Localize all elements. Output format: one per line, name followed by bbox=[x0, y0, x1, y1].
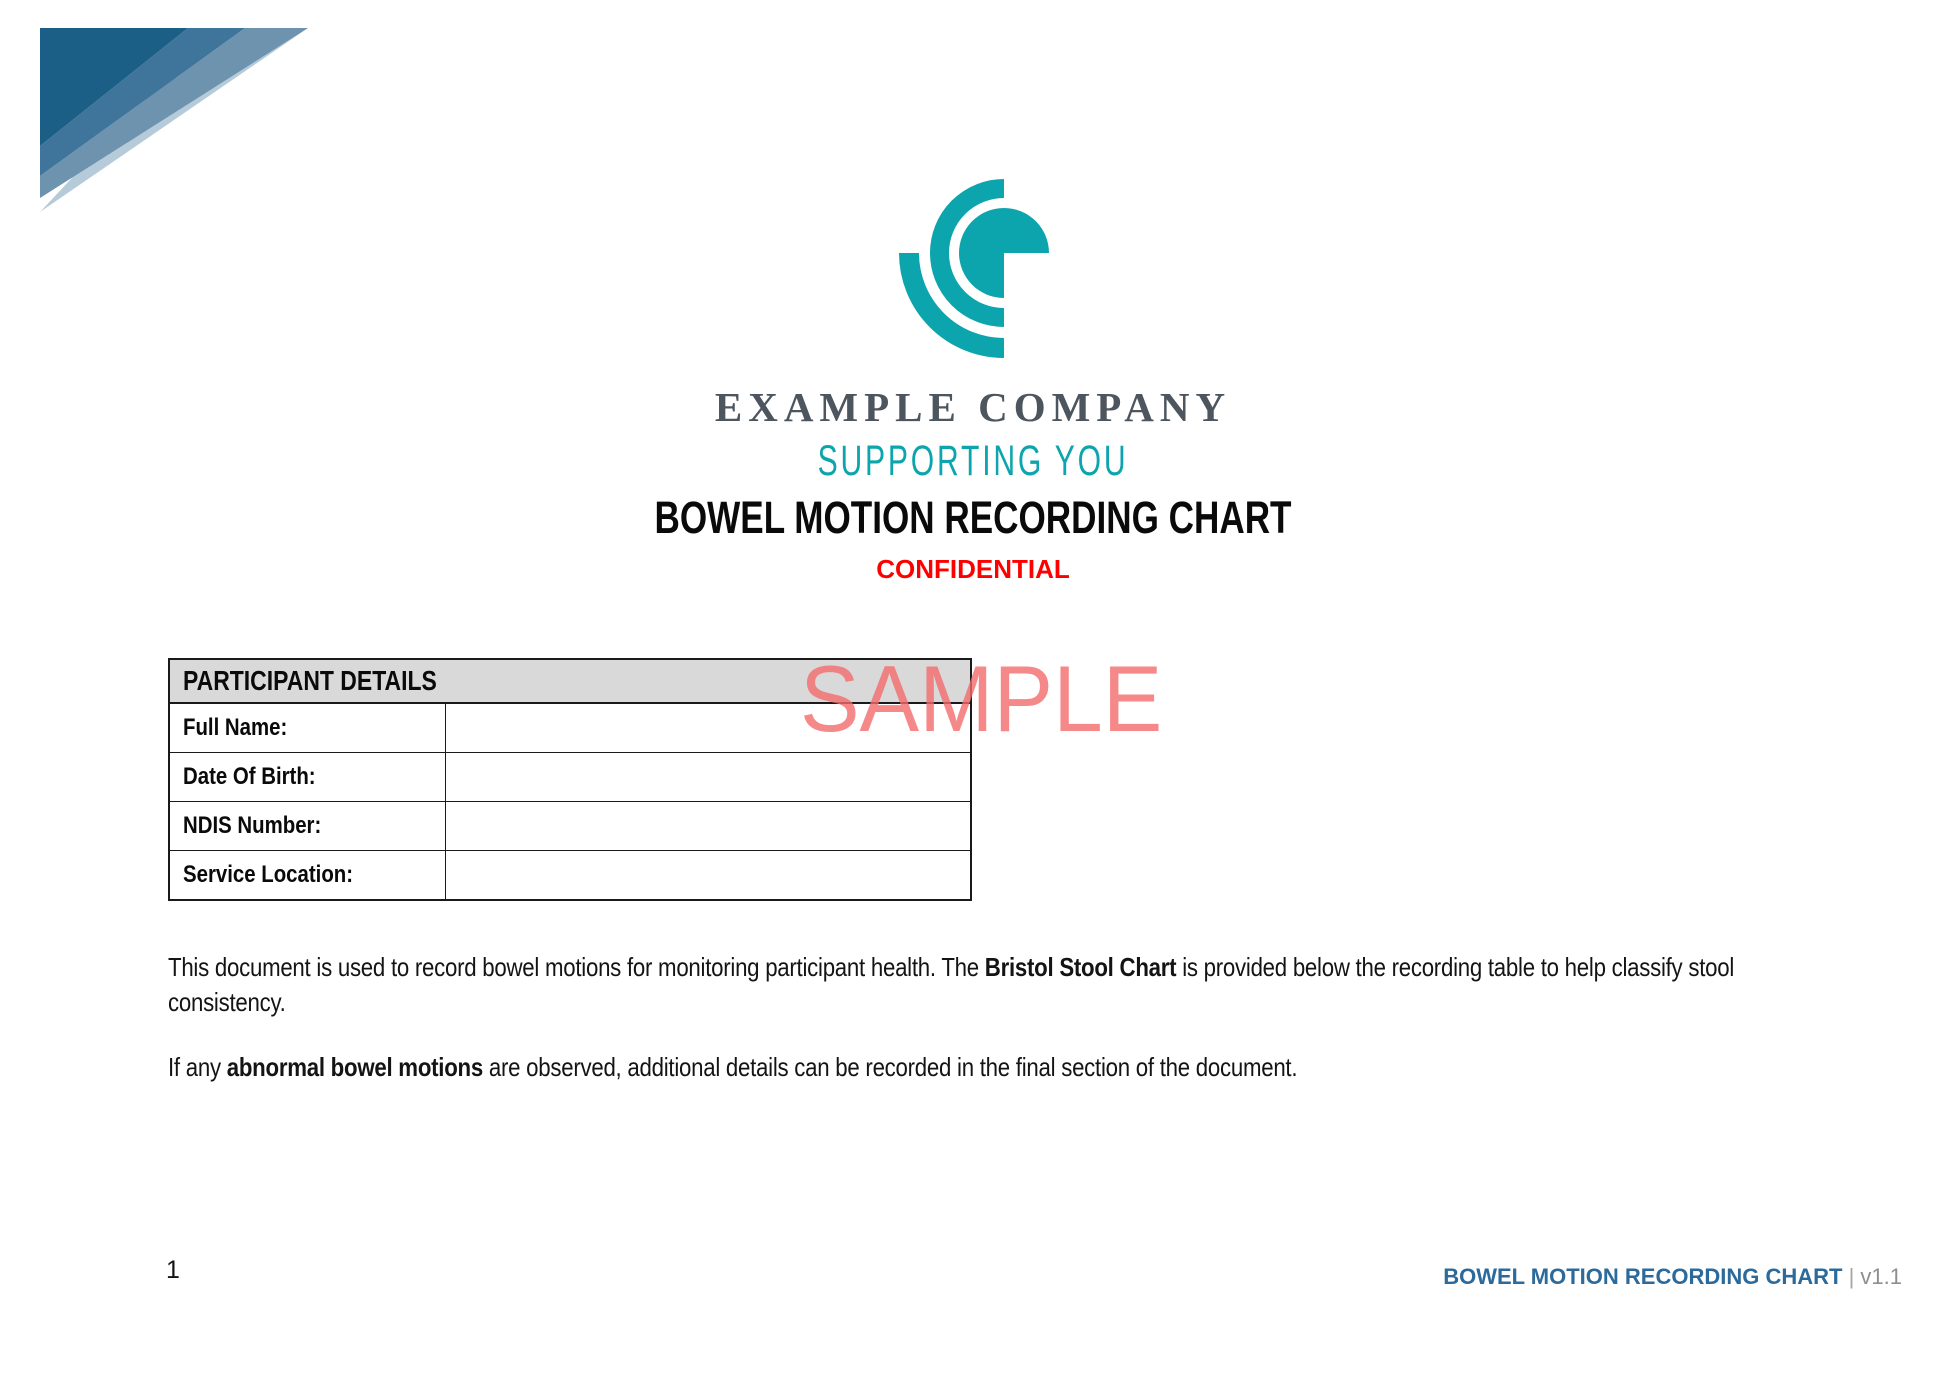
footer-version: v1.1 bbox=[1860, 1264, 1902, 1289]
table-header-label: PARTICIPANT DETAILS bbox=[183, 665, 437, 696]
sample-watermark: SAMPLE bbox=[800, 646, 1163, 751]
table-row bbox=[170, 704, 970, 753]
confidential-label: CONFIDENTIAL bbox=[876, 554, 1070, 584]
row-value-cell bbox=[446, 802, 970, 850]
row-label: Date Of Birth: bbox=[183, 763, 316, 790]
table-row bbox=[170, 753, 970, 802]
row-label-cell bbox=[170, 704, 446, 752]
table-row bbox=[170, 802, 970, 851]
row-label-cell bbox=[170, 802, 446, 850]
body-text bbox=[168, 950, 1775, 1115]
footer-doc-title: BOWEL MOTION RECORDING CHART bbox=[1443, 1264, 1843, 1289]
footer-separator: | bbox=[1842, 1264, 1861, 1289]
row-value-cell bbox=[446, 704, 970, 752]
row-value-cell bbox=[446, 753, 970, 801]
row-value-cell bbox=[446, 851, 970, 899]
table-row bbox=[170, 851, 970, 899]
row-label: Service Location: bbox=[183, 861, 354, 888]
company-tagline: SUPPORTING YOU bbox=[817, 437, 1129, 485]
company-logo-icon bbox=[880, 150, 1120, 380]
footer-page-number: 1 bbox=[166, 1256, 180, 1284]
footer-doc-info bbox=[1443, 1264, 1902, 1290]
company-name: EXAMPLE COMPANY bbox=[714, 384, 1232, 430]
row-label-cell bbox=[170, 753, 446, 801]
row-label: NDIS Number: bbox=[183, 812, 322, 839]
page-title: BOWEL MOTION RECORDING CHART bbox=[654, 492, 1292, 543]
participant-details-table bbox=[168, 658, 972, 901]
row-label: Full Name: bbox=[183, 714, 288, 741]
row-label-cell bbox=[170, 851, 446, 899]
body-paragraph: If any abnormal bowel motions are observed, additional details can be recorded in the final section of the document. bbox=[168, 1052, 1298, 1082]
table-header-row bbox=[170, 660, 970, 704]
body-paragraph: This document is used to record bowel motions for monitoring participant health. The Bristol Stool Chart is provided below the recording table to help classify stool consistency. bbox=[168, 952, 1735, 1017]
corner-decoration-icon bbox=[40, 28, 308, 212]
